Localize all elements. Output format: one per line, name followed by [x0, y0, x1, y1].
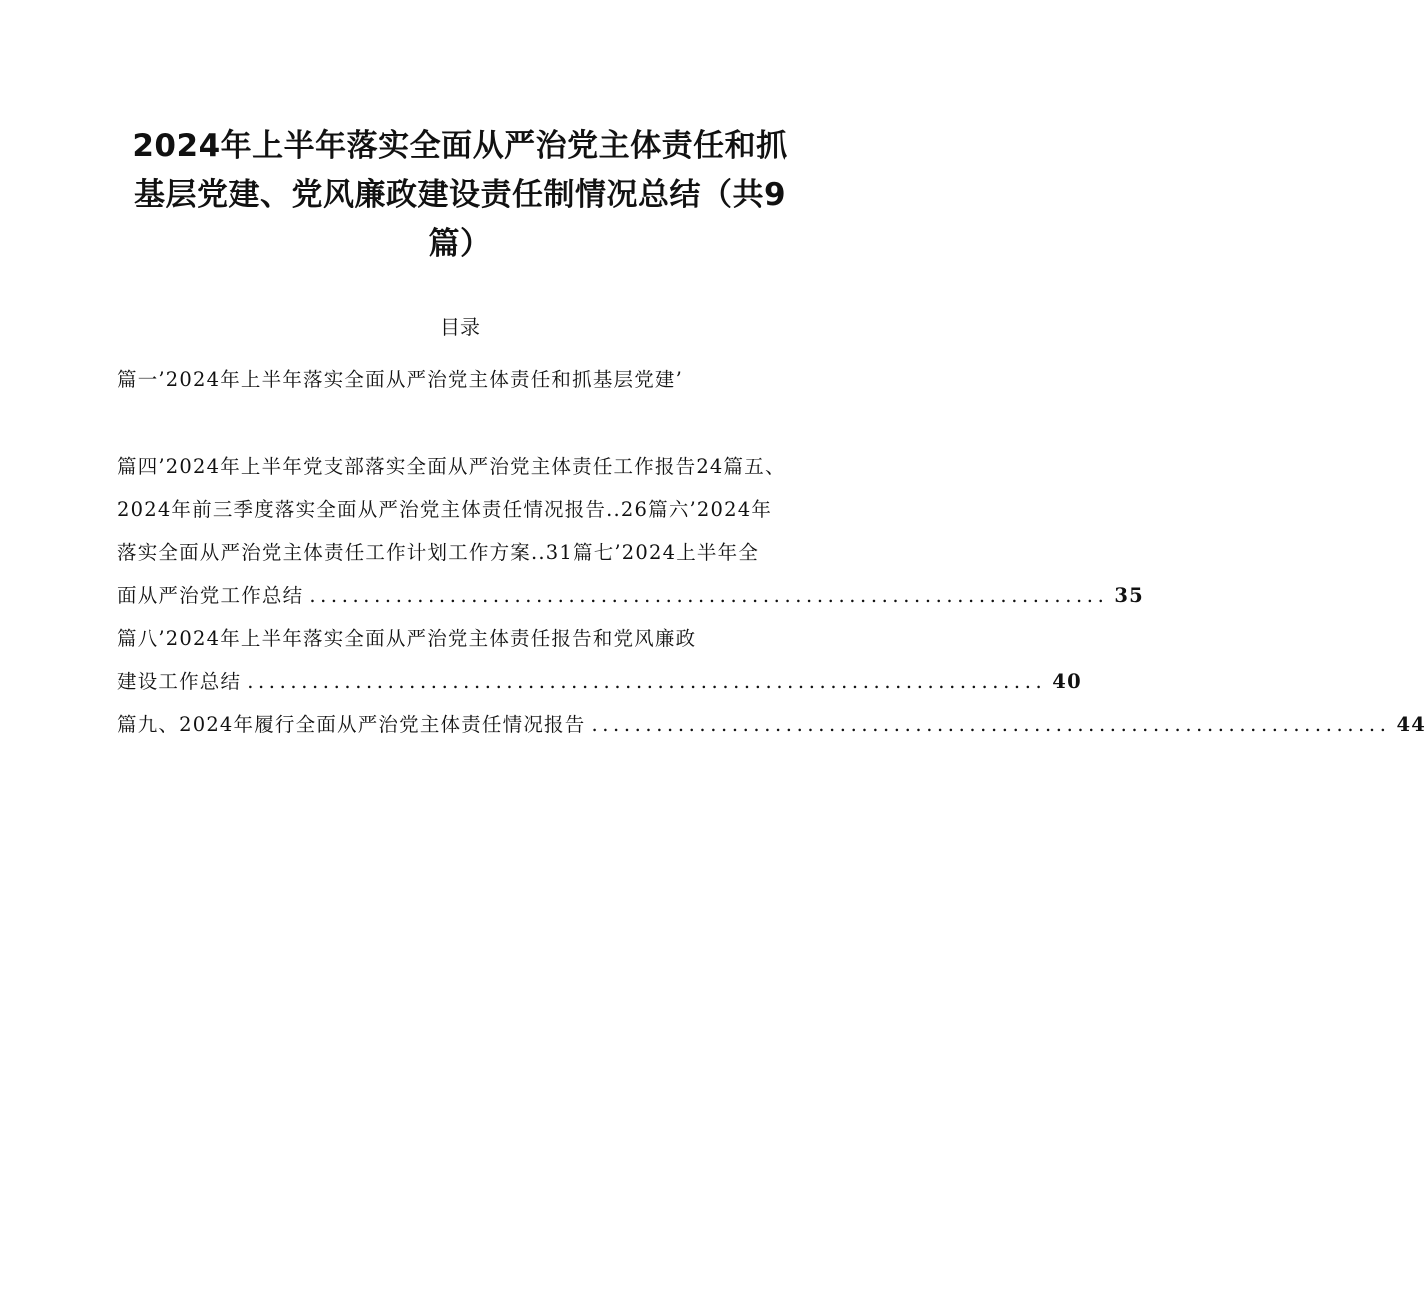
toc-entry-text: 建设工作总结 [117, 670, 242, 693]
toc-heading: 目录 [440, 315, 480, 339]
toc-entry-text: 面从严治党工作总结 [117, 584, 304, 607]
toc-entry-1[interactable]: 篇一’2024年上半年落实全面从严治党主体责任和抓基层党建’ [117, 368, 684, 391]
dot-leader: .......................................................................... [247, 670, 1047, 693]
dot-leader: .......................................................................... [309, 584, 1109, 607]
title-line-3: 篇） [428, 226, 492, 262]
dot-leader: .......................................................................... [591, 713, 1391, 736]
toc-entry-7-tail[interactable] [117, 582, 1144, 610]
toc-entry-continuation[interactable]: 落实全面从严治党主体责任工作计划工作方案..31篇七’2024上半年全 [117, 541, 760, 564]
toc-entry-4[interactable]: 篇四’2024年上半年党支部落实全面从严治党主体责任工作报告24篇五、 [117, 455, 786, 478]
toc-entry-9[interactable] [117, 711, 1426, 739]
title-line-2: 基层党建、党风廉政建设责任制情况总结（共9 [133, 177, 787, 213]
toc-entry-8[interactable]: 篇八’2024年上半年落实全面从严治党主体责任报告和党风廉政 [117, 627, 697, 650]
document-title [120, 122, 800, 269]
title-line-1: 2024年上半年落实全面从严治党主体责任和抓 [132, 128, 788, 164]
toc-page-number: 44 [1396, 713, 1426, 736]
toc-entry-continuation[interactable]: 2024年前三季度落实全面从严治党主体责任情况报告..26篇六’2024年 [117, 498, 773, 521]
toc-entry-text: 篇九、2024年履行全面从严治党主体责任情况报告 [117, 713, 586, 736]
toc-entry-8-tail[interactable] [117, 668, 1082, 696]
toc-page-number: 40 [1052, 670, 1082, 693]
toc-page-number: 35 [1114, 584, 1144, 607]
